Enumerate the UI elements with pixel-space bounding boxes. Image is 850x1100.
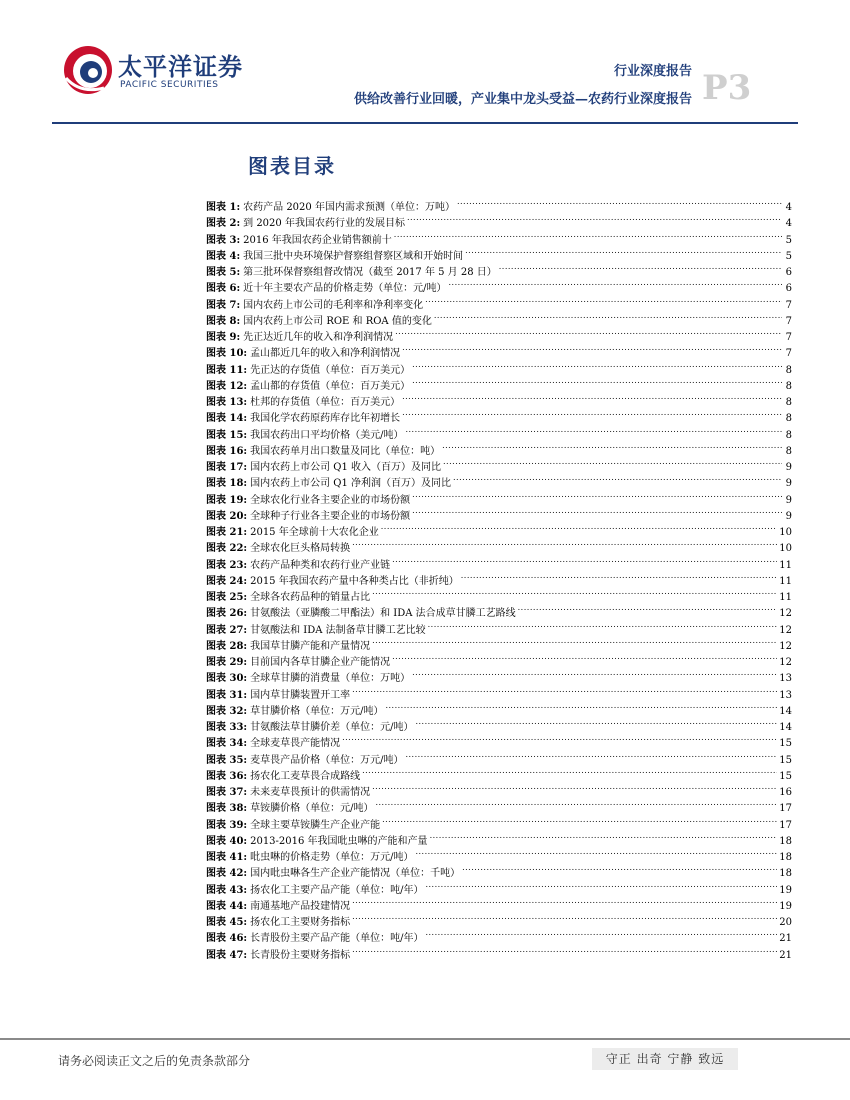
toc-entry-title: 甘氨酸法和 IDA 法制备草甘膦工艺比较 [250,624,426,636]
toc-entry-label: 图表 6: [206,283,241,295]
toc-entry-label: 图表 9: [206,332,241,343]
toc-entry-label: 图表 18: [206,478,248,490]
toc-dot-leader [352,893,777,909]
toc-entry-label: 图表 2: [206,218,241,230]
company-logo [60,42,243,102]
footer-divider [0,1038,850,1040]
toc-dot-leader [402,389,782,405]
toc-entry-page: 4 [785,202,792,213]
toc-entry-page: 7 [785,348,792,360]
toc-entry-page: 9 [785,494,792,506]
toc-entry-label: 图表 12: [206,380,248,392]
toc-entry-page: 15 [779,754,792,766]
toc-entry-label: 图表 4: [206,250,241,262]
toc-entry-page: 9 [785,462,792,473]
toc-entry-title: 国内农药上市公司 Q1 收入（百万）及同比 [250,462,442,473]
toc-entry-title: 全球草甘膦的消费量（单位：万吨） [250,673,411,685]
toc-dot-leader [462,860,777,876]
toc-dot-leader [382,812,777,828]
toc-entry-label: 图表 40: [206,835,248,847]
toc-dot-leader [352,682,777,698]
toc-dot-leader [352,942,777,958]
toc-entry-page: 12 [779,608,792,620]
toc-entry-label: 图表 16: [206,445,248,457]
toc-entry-label: 图表 15: [206,429,248,441]
toc-entry-page: 14 [779,722,792,733]
toc-dot-leader [412,487,782,503]
toc-entry-page: 18 [779,852,792,863]
toc-entry-title: 国内草甘膦装置开工率 [250,689,351,701]
toc-entry-page: 19 [779,900,792,912]
toc-entry-page: 12 [779,624,792,636]
toc-entry-label: 图表 46: [206,933,248,945]
toc-entry-label: 图表 29: [206,657,248,668]
toc-entry-page: 18 [779,835,792,847]
toc-entry-title: 全球种子行业各主要企业的市场份额 [250,510,411,522]
toc-dot-leader [381,519,778,535]
toc-entry-page: 13 [779,673,792,685]
toc-dot-leader [430,828,778,844]
toc-dot-leader [412,357,782,373]
toc-entry-title: 孟山都近几年的收入和净利润情况 [250,348,401,360]
toc-dot-leader [412,665,777,681]
toc-dot-leader [425,292,782,308]
toc-dot-leader [499,259,782,275]
toc-entry-label: 图表 27: [206,624,248,636]
toc-entry-title: 甘氨酸法（亚膦酸二甲酯法）和 IDA 法合成草甘膦工艺路线 [250,608,516,620]
toc-entry-label: 图表 31: [206,689,248,701]
toc-entry-title: 近十年主要农产品的价格走势（单位：元/吨） [243,283,447,295]
toc-dot-leader [434,308,782,324]
toc-entry-title: 扬农化工麦草畏合成路线 [250,770,361,782]
toc-dot-leader [342,730,777,746]
toc-dot-leader [405,422,782,438]
toc-dot-leader [449,275,782,291]
toc-entry-label: 图表 39: [206,819,248,831]
toc-entry-page: 13 [779,689,792,701]
footer-motto: 守正 出奇 宁静 致远 [592,1048,738,1070]
toc-dot-leader [425,877,777,893]
toc-entry-page: 15 [779,738,792,750]
toc-entry-label: 图表 21: [206,527,248,538]
toc-entry-label: 图表 8: [206,315,241,327]
toc-entry-title: 农药产品种类和农药行业产业链 [250,559,391,571]
toc-entry-label: 图表 44: [206,900,248,912]
page-number: P3 [702,68,752,108]
toc-dot-leader [372,779,777,795]
toc-entry-page: 16 [779,787,792,798]
toc-entry-title: 吡虫啉的价格走势（单位：万元/吨） [250,852,414,863]
toc-entry-page: 5 [785,250,792,262]
toc-entry-page: 11 [779,592,792,603]
toc-entry-label: 图表 35: [206,754,248,766]
toc-entry-page: 4 [785,218,792,230]
toc-entry-label: 图表 11: [206,364,248,376]
toc-dot-leader [518,600,778,616]
toc-entry-page: 9 [785,478,792,490]
toc-entry-page: 10 [779,543,792,555]
logo-english-name: PACIFIC SECURITIES [120,80,219,90]
toc-dot-leader [442,438,782,454]
toc-entry-title: 我国化学农药原药库存比年初增长 [250,413,401,425]
toc-dot-leader [457,194,782,210]
toc-entry-label: 图表 38: [206,803,248,815]
toc-entry-page: 8 [785,364,792,376]
toc-entry-page: 8 [785,445,792,457]
toc-dot-leader [412,373,782,389]
toc-entry-label: 图表 20: [206,510,248,522]
toc-dot-leader [412,503,782,519]
table-of-figures [206,194,792,961]
toc-dot-leader [402,405,782,421]
toc-entry-title: 第三批环保督察组督改情况（截至 2017 年 5 月 28 日） [243,267,497,278]
toc-entry-label: 图表 13: [206,397,248,408]
toc-entry-page: 7 [785,315,792,327]
toc-entry-page: 5 [785,234,792,246]
toc-entry-title: 国内农药上市公司 ROE 和 ROA 值的变化 [243,315,432,327]
toc-entry-label: 图表 14: [206,413,248,425]
toc-entry-title: 扬农化工主要产品产能（单位：吨/年） [250,884,424,896]
toc-entry-title: 扬农化工主要财务指标 [250,917,351,928]
toc-dot-leader [375,795,777,811]
toc-entry-label: 图表 41: [206,852,248,863]
toc-dot-leader [394,227,782,243]
toc-entry-page: 8 [785,380,792,392]
toc-entry-page: 6 [785,267,792,278]
toc-entry-page: 18 [779,868,792,880]
toc-entry[interactable] [206,194,792,213]
header-divider [52,122,798,124]
toc-entry-label: 图表 17: [206,462,248,473]
toc-entry-page: 21 [779,933,792,945]
toc-entry-label: 图表 28: [206,640,248,652]
report-type: 行业深度报告 [613,64,692,79]
toc-entry-page: 8 [785,397,792,408]
toc-entry-label: 图表 5: [206,267,241,278]
toc-entry-title: 草铵膦价格（单位：元/吨） [250,803,374,815]
toc-entry-title: 2015 年全球前十大农化企业 [250,527,379,538]
toc-dot-leader [392,552,777,568]
toc-entry-title: 甘氨酸法草甘膦价差（单位：元/吨） [250,722,414,733]
toc-entry-page: 11 [779,575,792,587]
toc-entry-label: 图表 30: [206,673,248,685]
toc-entry-title: 全球麦草畏产能情况 [250,738,341,750]
toc-entry-title: 草甘膦价格（单位：万元/吨） [250,705,384,717]
toc-entry-page: 7 [785,332,792,343]
toc-entry-title: 2015 年我国农药产量中各种类占比（非折纯） [250,575,459,587]
toc-entry-page: 8 [785,413,792,425]
toc-entry-title: 国内农药上市公司的毛利率和净利率变化 [243,299,424,311]
toc-entry-page: 14 [779,705,792,717]
toc-dot-leader [415,844,777,860]
toc-entry-label: 图表 19: [206,494,248,506]
toc-dot-leader [352,909,777,925]
toc-entry-page: 9 [785,510,792,522]
toc-entry-title: 全球各农药品种的销量占比 [250,592,371,603]
toc-entry-label: 图表 47: [206,949,248,961]
toc-entry-title: 到 2020 年我国农药行业的发展目标 [243,218,405,230]
toc-dot-leader [385,698,777,714]
toc-entry-page: 12 [779,657,792,668]
toc-entry-title: 全球主要草铵膦生产企业产能 [250,819,381,831]
toc-entry-label: 图表 1: [206,202,241,213]
toc-entry-label: 图表 42: [206,868,248,880]
toc-entry-page: 17 [779,819,792,831]
toc-entry-label: 图表 43: [206,884,248,896]
toc-entry-title: 农药产品 2020 年国内需求预测（单位：万吨） [243,202,455,213]
toc-dot-leader [372,584,777,600]
toc-entry-title: 未来麦草畏预计的供需情况 [250,787,371,798]
toc-entry-title: 我国农药单月出口数量及同比（单位：吨） [250,445,441,457]
toc-entry-page: 20 [779,917,792,928]
toc-entry-title: 国内农药上市公司 Q1 净利润（百万）及同比 [250,478,452,490]
toc-entry-title: 全球农化巨头格局转换 [250,543,351,555]
footer-disclaimer: 请务必阅读正文之后的免责条款部分 [58,1054,251,1068]
toc-entry-title: 我国草甘膦产能和产量情况 [250,640,371,652]
toc-dot-leader [461,568,778,584]
toc-entry-label: 图表 3: [206,234,241,246]
toc-entry-page: 17 [779,803,792,815]
toc-entry-page: 8 [785,429,792,441]
toc-entry-page: 7 [785,299,792,311]
toc-dot-leader [405,747,777,763]
toc-entry-title: 2013-2016 年我国吡虫啉的产能和产量 [250,835,428,847]
toc-entry-label: 图表 10: [206,348,248,360]
toc-entry-title: 南通基地产品投建情况 [250,900,351,912]
toc-entry-label: 图表 22: [206,543,248,555]
toc-entry-page: 21 [779,949,792,961]
toc-entry-title: 我国三批中央环境保护督察组督察区域和开始时间 [243,250,464,262]
toc-entry-title: 国内吡虫啉各生产企业产能情况（单位：千吨） [250,868,461,880]
toc-entry-page: 15 [779,770,792,782]
pacific-securities-logo-icon [60,42,116,98]
toc-dot-leader [407,210,782,226]
toc-entry-title: 目前国内各草甘膦企业产能情况 [250,657,391,668]
logo-chinese-name: 太平洋证券 [118,53,243,81]
toc-dot-leader [415,714,777,730]
toc-entry-title: 先正达近几年的收入和净利润情况 [243,332,394,343]
toc-entry-label: 图表 33: [206,722,248,733]
toc-entry-title: 长青股份主要财务指标 [250,949,351,961]
toc-dot-leader [402,340,782,356]
toc-entry-page: 12 [779,640,792,652]
toc-entry-label: 图表 36: [206,770,248,782]
toc-entry-title: 孟山都的存货值（单位：百万美元） [250,380,411,392]
toc-entry-label: 图表 23: [206,559,248,571]
toc-dot-leader [395,324,782,340]
toc-entry-title: 麦草畏产品价格（单位：万元/吨） [250,754,404,766]
toc-entry-title: 先正达的存货值（单位：百万美元） [250,364,411,376]
toc-entry-label: 图表 24: [206,575,248,587]
toc-entry-label: 图表 7: [206,299,241,311]
toc-entry-title: 全球农化行业各主要企业的市场份额 [250,494,411,506]
toc-entry-title: 我国农药出口平均价格（美元/吨） [250,429,404,441]
toc-entry-label: 图表 25: [206,592,248,603]
toc-entry-label: 图表 45: [206,917,248,928]
toc-entry-page: 11 [779,559,792,571]
toc-entry-title: 长青股份主要产品产能（单位：吨/年） [250,933,424,945]
toc-entry-label: 图表 37: [206,787,248,798]
toc-dot-leader [465,243,782,259]
toc-entry-label: 图表 32: [206,705,248,717]
toc-entry-page: 6 [785,283,792,295]
toc-dot-leader [372,633,777,649]
toc-dot-leader [428,617,778,633]
report-title: 供给改善行业回暖，产业集中龙头受益—农药行业深度报告 [353,92,692,107]
toc-entry-page: 19 [779,884,792,896]
toc-dot-leader [443,454,782,470]
toc-dot-leader [453,470,782,486]
toc-dot-leader [352,535,777,551]
toc-heading: 图表目录 [248,154,336,178]
toc-entry-title: 2016 年我国农药企业销售额前十 [243,234,392,246]
toc-dot-leader [392,649,777,665]
toc-entry-page: 10 [779,527,792,538]
toc-entry-title: 杜邦的存货值（单位：百万美元） [250,397,401,408]
toc-dot-leader [362,763,777,779]
toc-dot-leader [425,925,777,941]
toc-entry-label: 图表 26: [206,608,248,620]
toc-entry-label: 图表 34: [206,738,248,750]
